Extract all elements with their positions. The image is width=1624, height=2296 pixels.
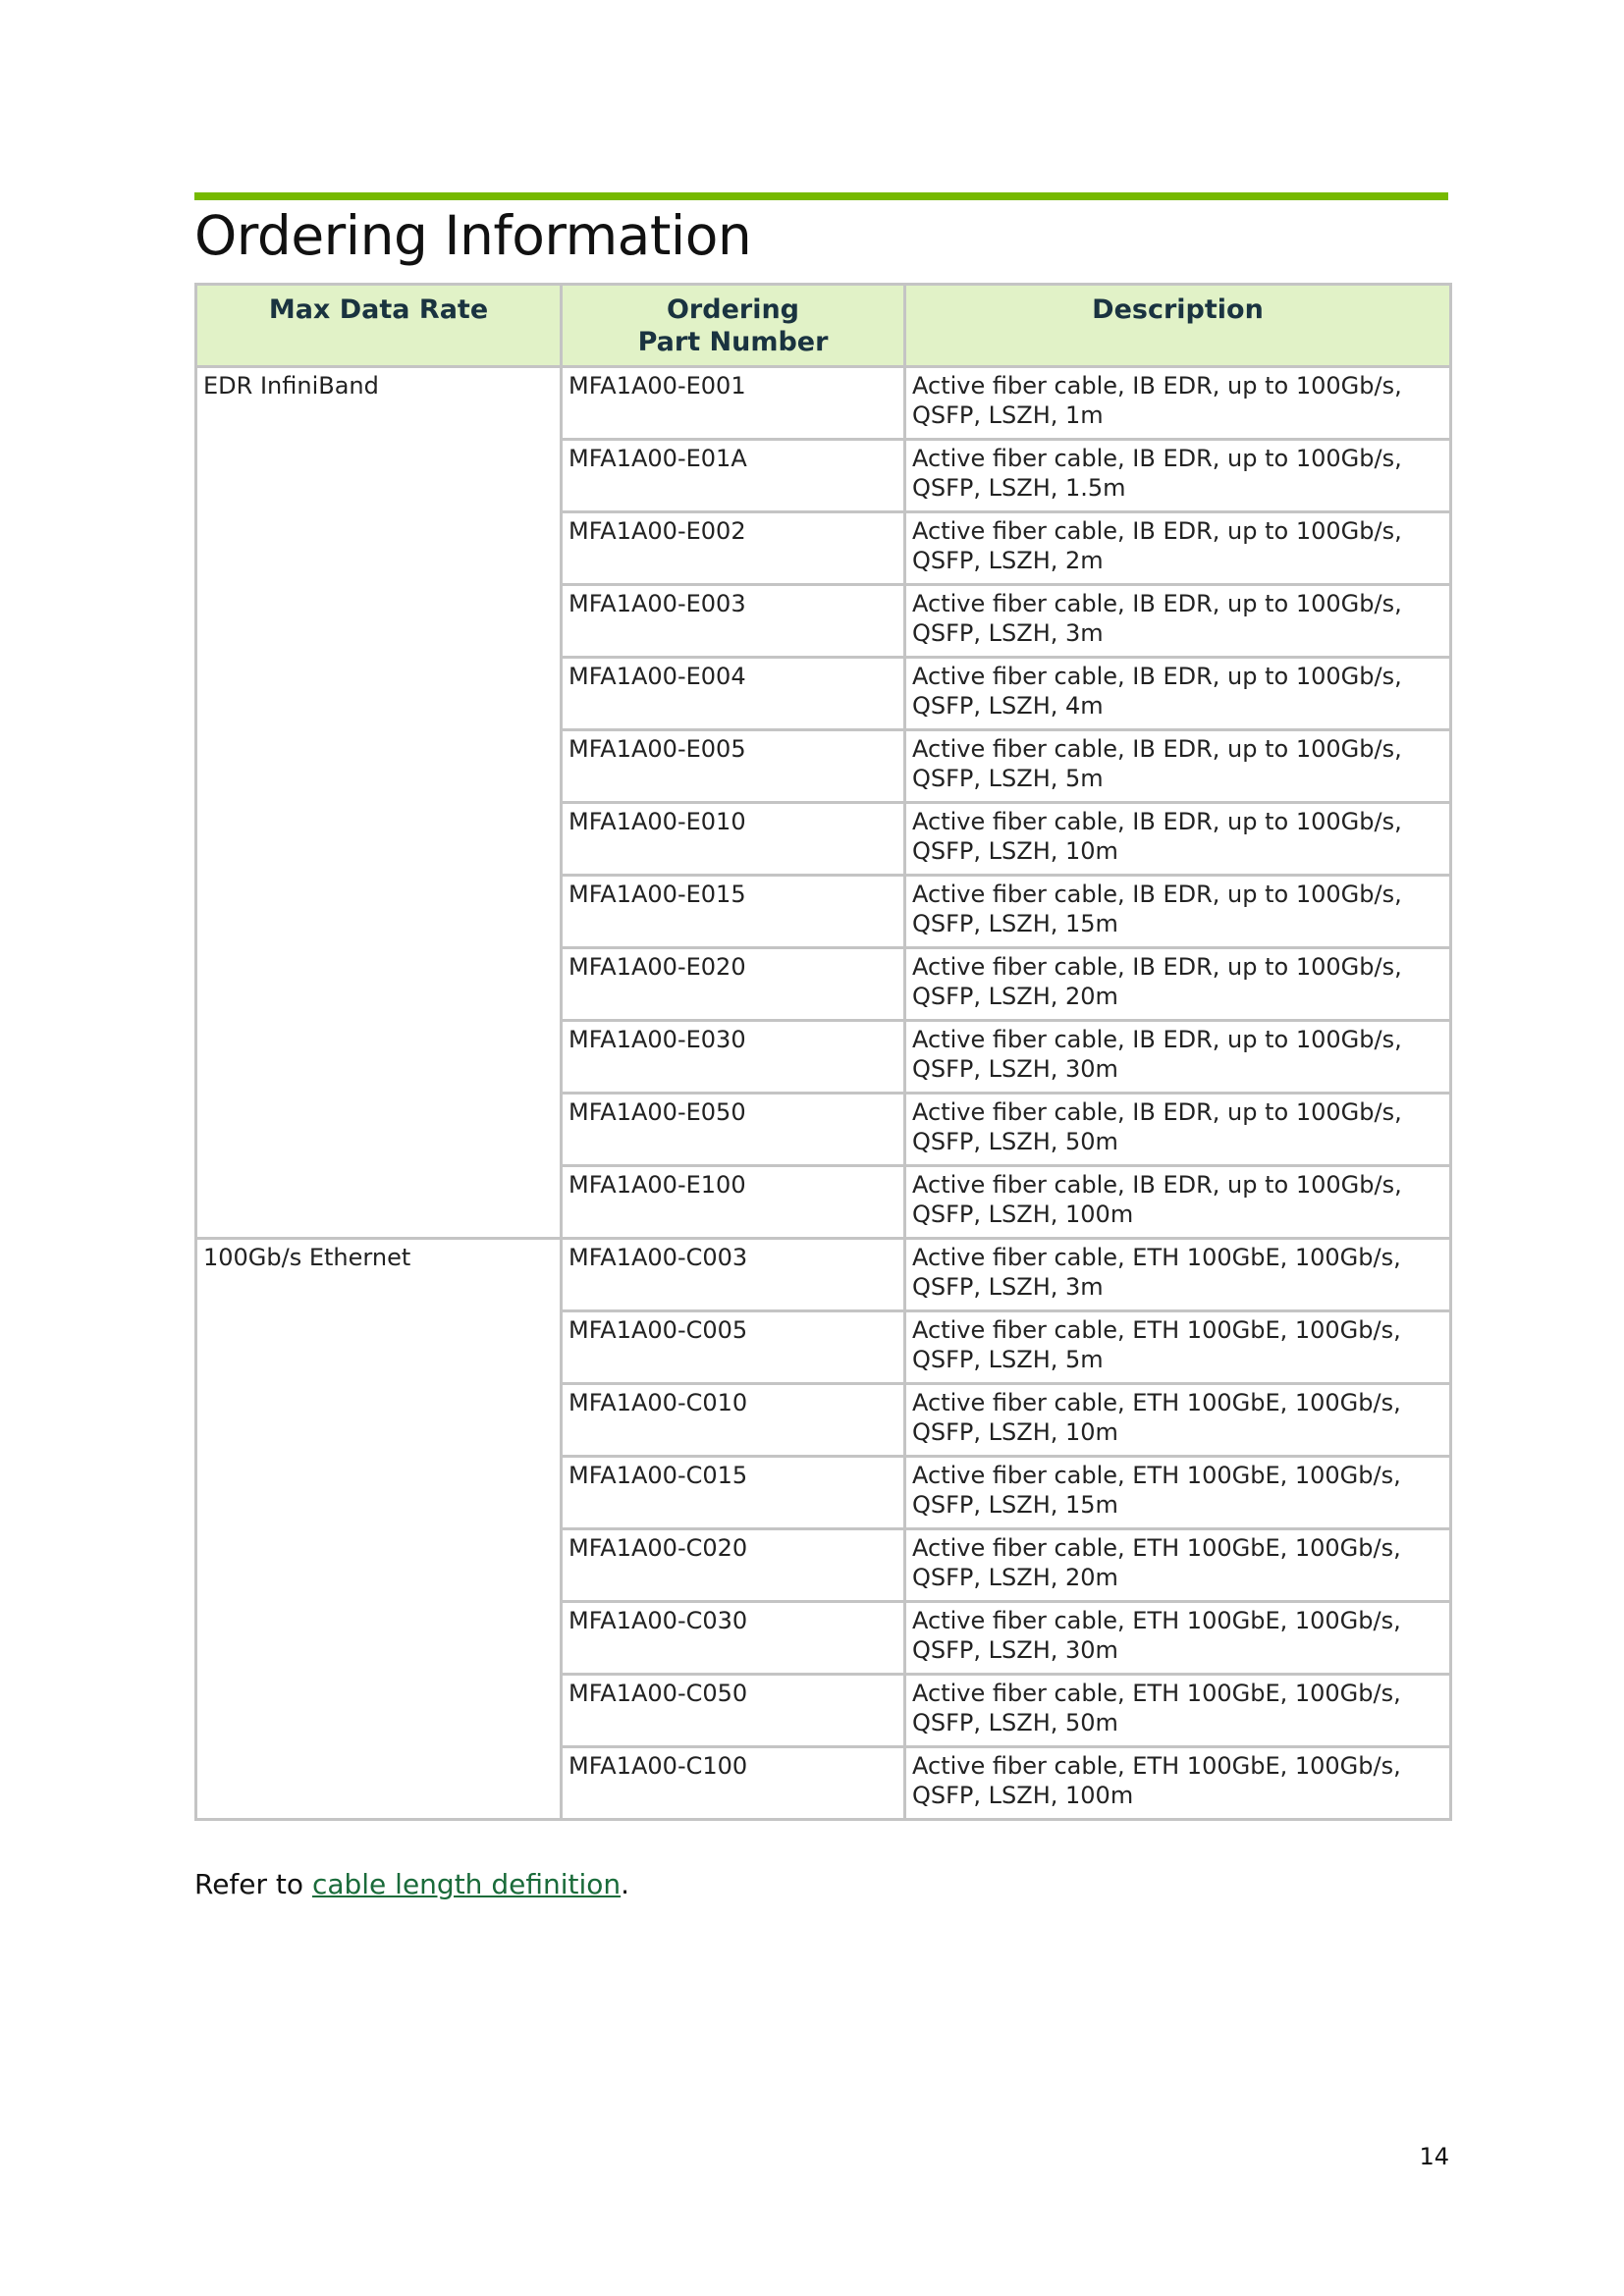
part-number-cell: MFA1A00-E050 [562,1094,905,1166]
description-cell [905,1747,1451,1820]
description-line1: Active fiber cable, IB EDR, up to 100Gb/s, [912,517,1402,545]
description-line1: Active fiber cable, IB EDR, up to 100Gb/s, [912,663,1402,690]
part-number-cell: MFA1A00-E001 [562,367,905,440]
description-line1: Active fiber cable, ETH 100GbE, 100Gb/s, [912,1316,1401,1344]
table-row [196,367,1451,440]
header-description: Description [905,285,1451,367]
part-number-cell: MFA1A00-C020 [562,1529,905,1602]
description-cell [905,367,1451,440]
part-number-cell: MFA1A00-E010 [562,803,905,876]
description-cell [905,1311,1451,1384]
part-number-cell: MFA1A00-C100 [562,1747,905,1820]
page-number: 14 [1419,2143,1449,2170]
header-ordering-line2: Part Number [637,327,829,357]
part-number-cell: MFA1A00-C005 [562,1311,905,1384]
part-number-cell: MFA1A00-E015 [562,876,905,948]
description-cell [905,948,1451,1021]
description-line2: QSFP, LSZH, 5m [912,765,1104,792]
description-cell [905,1239,1451,1311]
description-line1: Active fiber cable, IB EDR, up to 100Gb/s, [912,953,1402,981]
description-line2: QSFP, LSZH, 15m [912,1491,1118,1519]
footer-suffix: . [621,1868,630,1900]
description-cell [905,1094,1451,1166]
description-line1: Active fiber cable, IB EDR, up to 100Gb/s, [912,881,1402,908]
description-cell [905,1384,1451,1457]
part-number-cell: MFA1A00-E100 [562,1166,905,1239]
header-max-data-rate: Max Data Rate [196,285,562,367]
description-line2: QSFP, LSZH, 50m [912,1709,1118,1736]
description-line1: Active fiber cable, ETH 100GbE, 100Gb/s, [912,1607,1401,1634]
part-number-cell: MFA1A00-C003 [562,1239,905,1311]
part-number-cell: MFA1A00-E003 [562,585,905,658]
part-number-cell: MFA1A00-C030 [562,1602,905,1675]
description-line2: QSFP, LSZH, 5m [912,1346,1104,1373]
description-line2: QSFP, LSZH, 2m [912,547,1104,574]
description-cell [905,658,1451,730]
description-line1: Active fiber cable, IB EDR, up to 100Gb/s, [912,1098,1402,1126]
description-line2: QSFP, LSZH, 30m [912,1636,1118,1664]
description-line2: QSFP, LSZH, 100m [912,1201,1134,1228]
description-line2: QSFP, LSZH, 10m [912,837,1118,865]
max-data-rate-cell: 100Gb/s Ethernet [196,1239,562,1820]
description-line1: Active fiber cable, IB EDR, up to 100Gb/s, [912,1171,1402,1199]
description-line1: Active fiber cable, IB EDR, up to 100Gb/s, [912,808,1402,835]
header-ordering-part-number [562,285,905,367]
description-line2: QSFP, LSZH, 1.5m [912,474,1126,502]
description-cell [905,1166,1451,1239]
description-cell [905,1529,1451,1602]
table-row [196,1239,1451,1311]
description-line1: Active fiber cable, IB EDR, up to 100Gb/s, [912,735,1402,763]
table-body [196,367,1451,1820]
cable-length-definition-link[interactable]: cable length definition [311,1868,622,1900]
part-number-cell: MFA1A00-E005 [562,730,905,803]
description-line1: Active fiber cable, ETH 100GbE, 100Gb/s, [912,1680,1401,1707]
title-accent-rule [194,192,1448,200]
description-line1: Active fiber cable, IB EDR, up to 100Gb/s, [912,445,1402,472]
description-line1: Active fiber cable, ETH 100GbE, 100Gb/s, [912,1462,1401,1489]
description-line1: Active fiber cable, ETH 100GbE, 100Gb/s, [912,1244,1401,1271]
description-line2: QSFP, LSZH, 1m [912,401,1104,429]
description-cell [905,440,1451,512]
description-line2: QSFP, LSZH, 3m [912,619,1104,647]
part-number-cell: MFA1A00-C050 [562,1675,905,1747]
max-data-rate-cell: EDR InfiniBand [196,367,562,1239]
footer-note [194,1867,629,1902]
description-line1: Active fiber cable, IB EDR, up to 100Gb/s, [912,372,1402,400]
footer-prefix: Refer to [194,1868,312,1900]
description-cell [905,876,1451,948]
part-number-cell: MFA1A00-E030 [562,1021,905,1094]
description-cell [905,803,1451,876]
description-line2: QSFP, LSZH, 100m [912,1782,1134,1809]
description-line2: QSFP, LSZH, 20m [912,1564,1118,1591]
description-cell [905,1457,1451,1529]
description-line2: QSFP, LSZH, 30m [912,1055,1118,1083]
part-number-cell: MFA1A00-E01A [562,440,905,512]
description-line1: Active fiber cable, ETH 100GbE, 100Gb/s, [912,1389,1401,1416]
part-number-cell: MFA1A00-E020 [562,948,905,1021]
description-line2: QSFP, LSZH, 20m [912,983,1118,1010]
description-line2: QSFP, LSZH, 10m [912,1418,1118,1446]
part-number-cell: MFA1A00-C010 [562,1384,905,1457]
description-line2: QSFP, LSZH, 4m [912,692,1104,720]
description-cell [905,1602,1451,1675]
part-number-cell: MFA1A00-E002 [562,512,905,585]
description-line2: QSFP, LSZH, 50m [912,1128,1118,1155]
page-title: Ordering Information [194,204,752,267]
part-number-cell: MFA1A00-E004 [562,658,905,730]
description-cell [905,585,1451,658]
ordering-table [194,283,1452,1821]
part-number-cell: MFA1A00-C015 [562,1457,905,1529]
description-cell [905,512,1451,585]
description-line1: Active fiber cable, IB EDR, up to 100Gb/s, [912,590,1402,617]
description-line2: QSFP, LSZH, 15m [912,910,1118,937]
description-line1: Active fiber cable, ETH 100GbE, 100Gb/s, [912,1752,1401,1780]
table-header-row [196,285,1451,367]
description-line2: QSFP, LSZH, 3m [912,1273,1104,1301]
description-cell [905,1021,1451,1094]
description-cell [905,1675,1451,1747]
description-line1: Active fiber cable, ETH 100GbE, 100Gb/s, [912,1534,1401,1562]
description-cell [905,730,1451,803]
header-ordering-line1: Ordering [666,294,800,325]
description-line1: Active fiber cable, IB EDR, up to 100Gb/s, [912,1026,1402,1053]
